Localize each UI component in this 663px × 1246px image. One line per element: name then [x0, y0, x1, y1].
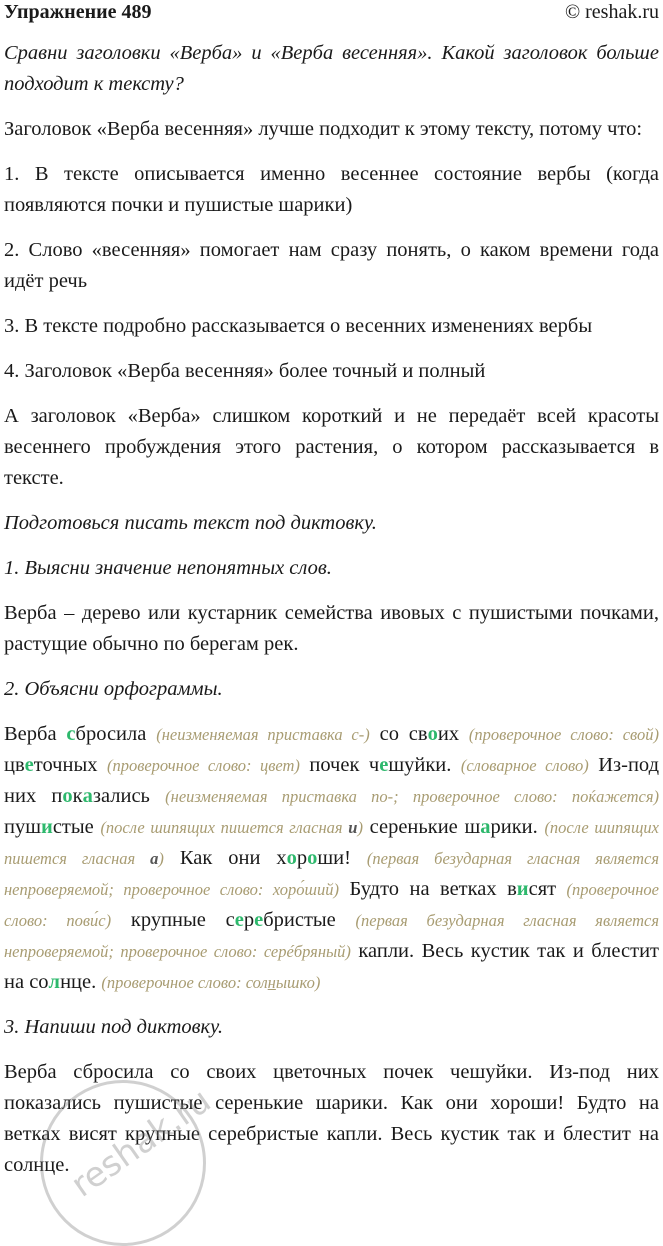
page — [4, 0, 659, 1181]
task-prepare: Подготовься писать текст под диктовку. — [4, 512, 377, 534]
task-1-title: 1. Выясни значение непонятных слов. — [4, 557, 332, 579]
answer-point-3: 3. В тексте подробно рассказывается о весенних изменениях вербы — [4, 315, 593, 337]
orthogram-text: Верба сбросила (неизменяемая приставка с-) со своих (проверочное слово: свой) цветочных (проверочное слово: цвет) почек чешуйки. (словарное слово) Из-под них показались (неизменяемая приставка по-; проверочное слово: поќажется) пушистые (после шипящих пишется гласная и) серенькие шарики. (после шипящих пишется гласная а) Как они хороши! (первая безударная гласная является непроверяемой; проверочное слово: хоро́ший) Будто на ветках висят (проверочное слово: пови́с) крупные серебристые (первая безударная гласная является непроверяемой; проверочное слово: серéбряный) капли. Весь кустик так и блестит на солнце. (проверочное слово: солнышко) — [4, 723, 660, 993]
watermark-stamp: reshak.ru — [40, 1080, 206, 1246]
header — [4, 0, 659, 28]
task-2-title: 2. Объясни орфограммы. — [4, 678, 223, 700]
exercise-title: Упражнение 489 — [4, 1, 152, 23]
hint: (проверочное слово: солнышко) — [101, 973, 321, 992]
hint: (после шипящих пишется гласная и) — [100, 818, 363, 837]
hint: (первая безударная гласная является непроверяемой; проверочное слово: серéбряный) — [4, 911, 659, 961]
hint: (первая безударная гласная является непроверяемой; проверочное слово: хоро́ший) — [4, 849, 659, 899]
site-copyright: © reshak.ru — [564, 1, 659, 23]
task-3-title: 3. Напиши под диктовку. — [4, 1016, 224, 1038]
hint: (неизменяемая приставка по-; проверочное слово: поќажется) — [165, 787, 659, 806]
hint: (словарное слово) — [460, 756, 589, 775]
hint: (проверочное слово: свой) — [468, 725, 659, 744]
hint: (после шипящих пишется гласная а) — [4, 818, 660, 868]
hint: (проверочное слово: цвет) — [106, 756, 300, 775]
question-1: Сравни заголовки «Верба» и «Верба весенняя». Какой заголовок больше подходит к тексту? — [4, 42, 659, 95]
answer-point-4: 4. Заголовок «Верба весенняя» более точный и полный — [4, 360, 486, 382]
answer-point-1: 1. В тексте описывается именно весеннее состояние вербы (когда появляются почки и пушистые шарики) — [4, 163, 659, 216]
dictation-text: Верба сбросила со своих цветочных почек чешуйки. Из-под них показались пушистые серенькие шарики. Как они хороши! Будто на ветках висят крупные серебристые капли. Весь кустик так и блестит на солнце. — [4, 1061, 659, 1176]
hint: (проверочное слово: пови́с) — [4, 880, 659, 930]
answer-conclusion: А заголовок «Верба» слишком короткий и не передаёт всей красоты весеннего пробуждения этого растения, о котором рассказывается в тексте. — [4, 405, 659, 489]
task-1-answer: Верба – дерево или кустарник семейства ивовых с пушистыми почками, растущие обычно по берегам рек. — [4, 602, 659, 655]
answer-point-2: 2. Слово «весенняя» помогает нам сразу понять, о каком времени года идёт речь — [4, 239, 659, 292]
answer-intro: Заголовок «Верба весенняя» лучше подходит к этому тексту, потому что: — [4, 118, 643, 140]
hint: (неизменяемая приставка с-) — [156, 725, 370, 744]
